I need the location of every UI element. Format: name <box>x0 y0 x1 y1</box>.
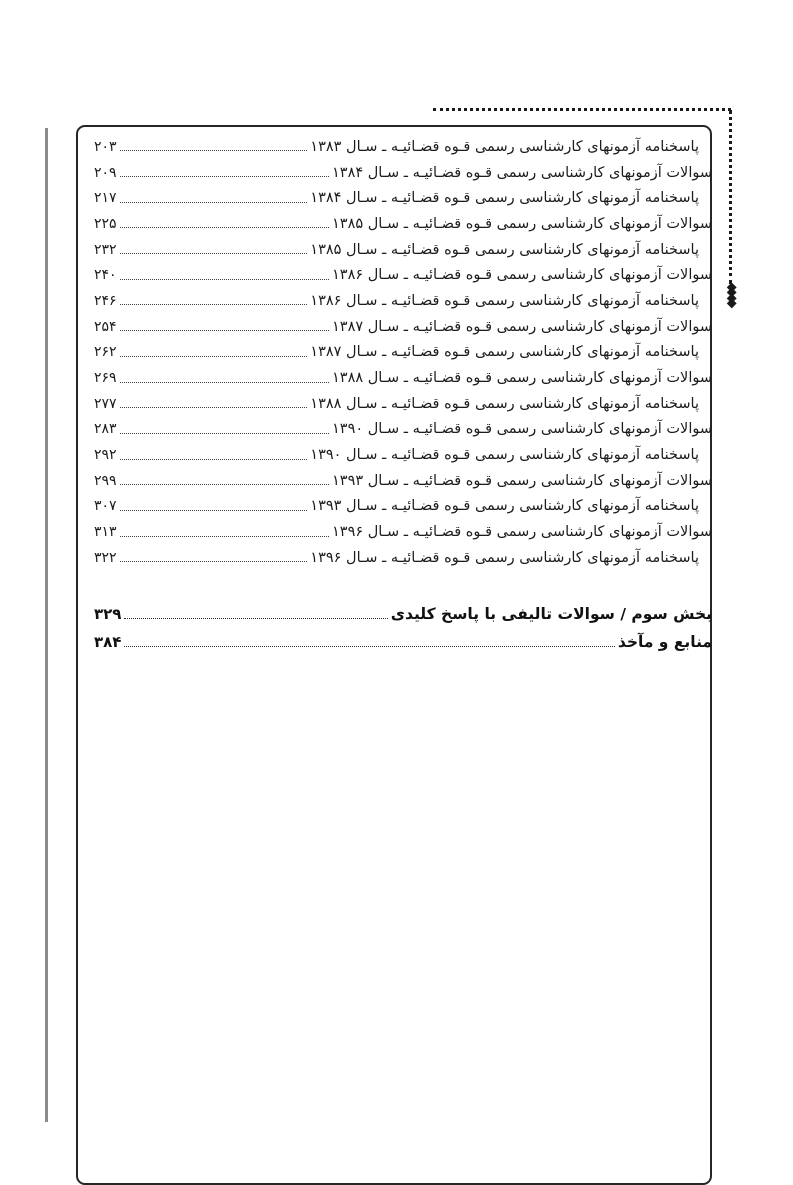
toc-row <box>94 494 712 520</box>
toc-row <box>94 185 712 211</box>
toc-entry-title: پاسخنامه آزمونهای کارشناسی رسمی قـوه قضـائیـه ـ سـال ۱۳۹۰ <box>310 447 699 464</box>
toc-entry-page-number: ۲۴۶ <box>94 292 117 309</box>
toc-row <box>94 468 712 494</box>
toc-row <box>94 417 712 443</box>
toc-entry-page-number: ۲۰۳ <box>94 138 117 155</box>
toc-entry-page-number: ۳۱۳ <box>94 524 117 541</box>
toc-entry-page-number: ۲۹۹ <box>94 472 117 489</box>
toc-entry-page-number: ۲۹۲ <box>94 447 117 464</box>
dot-leader <box>120 150 308 151</box>
toc-entry-page-number: ۲۵۴ <box>94 318 117 335</box>
toc-entry-title: پاسخنامه آزمونهای کارشناسی رسمی قـوه قضـائیـه ـ سـال ۱۳۸۳ <box>310 138 699 155</box>
toc-row <box>94 288 712 314</box>
dot-leader <box>120 382 329 383</box>
toc-entry-page-number: ۲۷۷ <box>94 395 117 412</box>
toc-entry-list <box>94 134 712 571</box>
dot-leader <box>120 227 329 228</box>
toc-section-row <box>94 628 712 656</box>
toc-section-title: بخش سوم / سوالات تالیفی با پاسخ کلیدی <box>390 605 712 623</box>
dot-leader <box>120 536 329 537</box>
toc-row <box>94 391 712 417</box>
toc-entry-title: سوالات آزمونهای کارشناسی رسمی قـوه قضـائیـه ـ سـال ۱۳۸۷ <box>332 318 712 335</box>
dot-leader <box>120 202 308 203</box>
toc-entry-page-number: ۲۲۵ <box>94 215 117 232</box>
toc-section-list <box>94 600 712 656</box>
toc-row <box>94 365 712 391</box>
toc-entry-title: پاسخنامه آزمونهای کارشناسی رسمی قـوه قضـائیـه ـ سـال ۱۳۸۸ <box>310 395 699 412</box>
dot-leader <box>120 433 329 434</box>
toc-section-page-number: ۳۲۹ <box>94 605 122 623</box>
toc-entry-page-number: ۲۰۹ <box>94 164 117 181</box>
toc-entry-title: سوالات آزمونهای کارشناسی رسمی قـوه قضـائیـه ـ سـال ۱۳۸۵ <box>332 215 712 232</box>
toc-row <box>94 134 712 160</box>
dot-leader <box>120 253 308 254</box>
dot-leader <box>124 646 614 647</box>
dot-leader <box>120 176 329 177</box>
toc-row <box>94 442 712 468</box>
toc-entry-title: پاسخنامه آزمونهای کارشناسی رسمی قـوه قضـائیـه ـ سـال ۱۳۸۵ <box>310 241 699 258</box>
toc-row <box>94 519 712 545</box>
toc-section-row <box>94 600 712 628</box>
dot-leader <box>124 618 387 619</box>
toc-entry-page-number: ۲۶۲ <box>94 344 117 361</box>
dot-leader <box>120 561 308 562</box>
dotted-connector-vertical <box>729 110 732 284</box>
toc-entry-title: سوالات آزمونهای کارشناسی رسمی قـوه قضـائیـه ـ سـال ۱۳۸۴ <box>332 164 712 181</box>
toc-entry-page-number: ۳۲۲ <box>94 549 117 566</box>
toc-section-title: منابع و مآخذ <box>617 633 712 651</box>
toc-entry-page-number: ۲۶۹ <box>94 370 117 387</box>
toc-row <box>94 340 712 366</box>
toc-row <box>94 314 712 340</box>
toc-entry-title: سوالات آزمونهای کارشناسی رسمی قـوه قضـائیـه ـ سـال ۱۳۹۰ <box>332 421 712 438</box>
dot-leader <box>120 330 329 331</box>
toc-entry-title: سوالات آزمونهای کارشناسی رسمی قـوه قضـائیـه ـ سـال ۱۳۸۶ <box>332 267 712 284</box>
diamond-ornament <box>725 285 738 307</box>
toc-entry-page-number: ۲۸۳ <box>94 421 117 438</box>
toc-entry-title: سوالات آزمونهای کارشناسی رسمی قـوه قضـائیـه ـ سـال ۱۳۹۳ <box>332 472 712 489</box>
toc-entry-title: پاسخنامه آزمونهای کارشناسی رسمی قـوه قضـائیـه ـ سـال ۱۳۹۶ <box>310 549 699 566</box>
dot-leader <box>120 304 308 305</box>
dotted-connector-horizontal <box>433 108 731 111</box>
toc-row <box>94 237 712 263</box>
toc-entry-page-number: ۲۴۰ <box>94 267 117 284</box>
dot-leader <box>120 510 308 511</box>
toc-entry-page-number: ۲۳۲ <box>94 241 117 258</box>
toc-entry-title: پاسخنامه آزمونهای کارشناسی رسمی قـوه قضـائیـه ـ سـال ۱۳۸۴ <box>310 190 699 207</box>
dot-leader <box>120 279 329 280</box>
toc-entry-page-number: ۲۱۷ <box>94 190 117 207</box>
toc-entry-title: پاسخنامه آزمونهای کارشناسی رسمی قـوه قضـائیـه ـ سـال ۱۳۸۶ <box>310 292 699 309</box>
toc-entry-title: سوالات آزمونهای کارشناسی رسمی قـوه قضـائیـه ـ سـال ۱۳۸۸ <box>332 370 712 387</box>
toc-section-page-number: ۳۸۴ <box>94 633 122 651</box>
dot-leader <box>120 484 329 485</box>
toc-entry-title: پاسخنامه آزمونهای کارشناسی رسمی قـوه قضـائیـه ـ سـال ۱۳۸۷ <box>310 344 699 361</box>
dot-leader <box>120 356 308 357</box>
toc-entry-title: پاسخنامه آزمونهای کارشناسی رسمی قـوه قضـائیـه ـ سـال ۱۳۹۳ <box>310 498 699 515</box>
dot-leader <box>120 459 308 460</box>
dot-leader <box>120 407 308 408</box>
left-margin-rule <box>45 128 48 1122</box>
toc-entry-page-number: ۳۰۷ <box>94 498 117 515</box>
toc-row <box>94 211 712 237</box>
toc-row <box>94 160 712 186</box>
toc-row <box>94 262 712 288</box>
toc-entry-title: سوالات آزمونهای کارشناسی رسمی قـوه قضـائیـه ـ سـال ۱۳۹۶ <box>332 524 712 541</box>
toc-row <box>94 545 712 571</box>
